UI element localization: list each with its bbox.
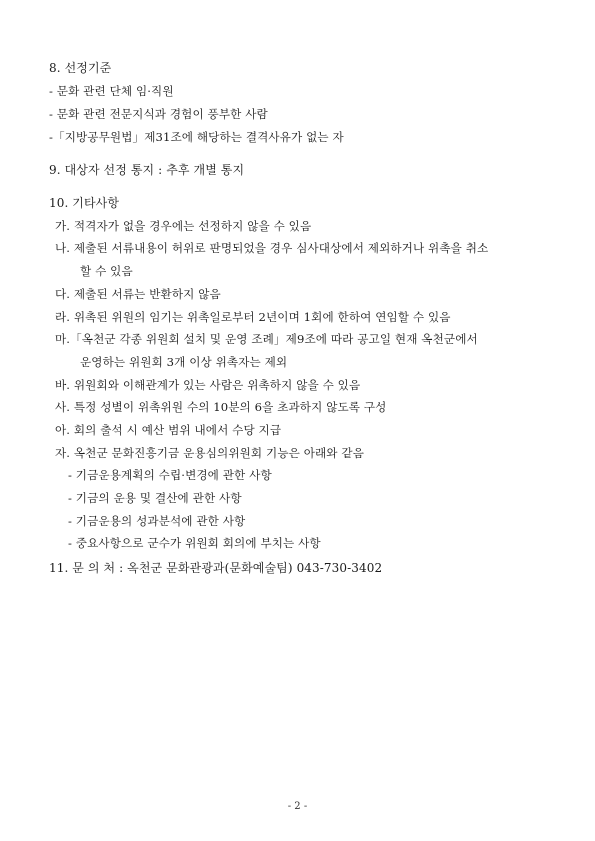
section-10-item-da: 다. 제출된 서류는 반환하지 않음	[55, 287, 221, 301]
section-10-item-ma: 마.「옥천군 각종 위원회 설치 및 운영 조례」제9조에 따라 공고일 현재 옥천군에서	[55, 332, 478, 346]
section-10-item-na-cont: 할 수 있음	[80, 264, 133, 278]
section-10-item-sa: 사. 특정 성별이 위촉위원 수의 10분의 6을 초과하지 않도록 구성	[55, 400, 387, 414]
section-10-item-ga: 가. 적격자가 없을 경우에는 선정하지 않을 수 있음	[55, 219, 312, 233]
page-number: - 2 -	[287, 801, 308, 812]
section-11-contact: 11. 문 의 처 : 옥천군 문화관광과(문화예술팀) 043-730-3402	[49, 561, 383, 575]
section-8-title: 8. 선정기준	[49, 61, 112, 75]
section-10-item-na: 나. 제출된 서류내용이 허위로 판명되었을 경우 심사대상에서 제외하거나 위촉을 취소	[55, 241, 489, 255]
section-10-item-ja: 자. 옥천군 문화진흥기금 운용심의위원회 기능은 아래와 같음	[55, 446, 364, 460]
section-8-item-2: - 문화 관련 전문지식과 경험이 풍부한 사람	[49, 107, 268, 121]
section-10-item-a: 아. 회의 출석 시 예산 범위 내에서 수당 지급	[55, 423, 282, 437]
section-8-item-1: - 문화 관련 단체 임·직원	[49, 84, 174, 98]
section-8-item-3: -「지방공무원법」제31조에 해당하는 결격사유가 없는 자	[49, 130, 344, 144]
section-9-title: 9. 대상자 선정 통지 : 추후 개별 통지	[49, 163, 245, 177]
section-10-subitem-1: - 기금운용계획의 수립·변경에 관한 사항	[68, 468, 272, 482]
section-10-item-ba: 바. 위원회와 이해관계가 있는 사람은 위촉하지 않을 수 있음	[55, 378, 361, 392]
section-10-item-ra: 라. 위촉된 위원의 임기는 위촉일로부터 2년이며 1회에 한하여 연임할 수 있음	[55, 310, 451, 324]
section-10-item-ma-cont: 운영하는 위원회 3개 이상 위촉자는 제외	[80, 355, 288, 369]
section-10-subitem-4: - 중요사항으로 군수가 위원회 회의에 부치는 사항	[68, 536, 321, 550]
section-10-subitem-3: - 기금운용의 성과분석에 관한 사항	[68, 514, 246, 528]
section-10-subitem-2: - 기금의 운용 및 결산에 관한 사항	[68, 491, 242, 505]
section-10-title: 10. 기타사항	[49, 196, 120, 210]
